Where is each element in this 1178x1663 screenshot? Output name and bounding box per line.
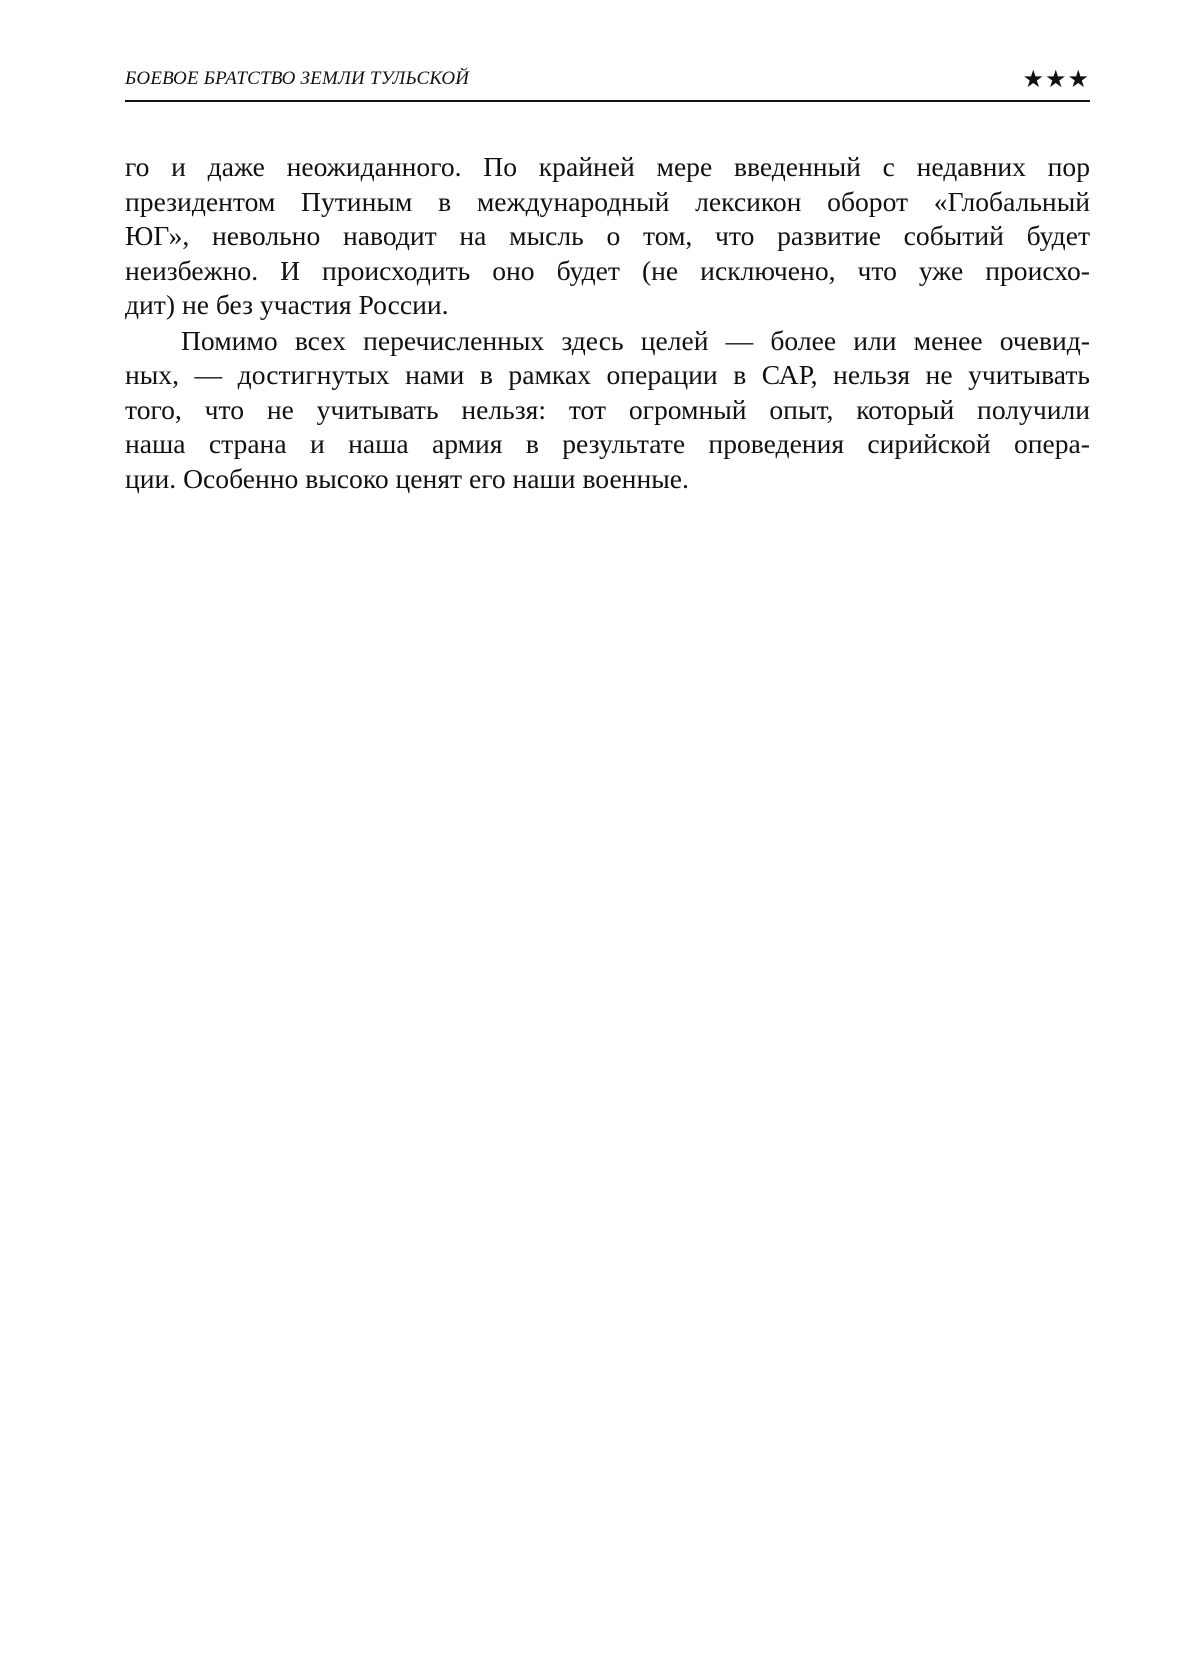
text-line: того, что не учитывать нельзя: тот огромный опыт, который получили (125, 393, 1090, 425)
text-line: наша страна и наша армия в результате проведения сирийской опера- (125, 428, 1090, 459)
text-line: ции. Особенно высоко ценят его наши военные. (125, 462, 689, 494)
body-text (125, 150, 1090, 496)
paragraph-2 (125, 324, 1090, 497)
text-line: го и даже неожиданного. По крайней мере введенный с недавних пор (125, 151, 1090, 182)
text-line: дит) не без участия России. (125, 289, 449, 320)
text-line: президентом Путиным в международный лексикон оборот «Глобальный (125, 185, 1090, 217)
paragraph-1 (125, 150, 1090, 323)
text-line: ЮГ», невольно наводит на мысль о том, что развитие событий будет (125, 220, 1090, 251)
text-line: Помимо всех перечисленных здесь целей — более или менее очевид- (181, 324, 1090, 356)
star-ornament-icon: ★★★ (1022, 65, 1090, 93)
text-line: неизбежно. И происходить оно будет (не исключено, что уже происхо- (125, 254, 1090, 286)
running-title: БОЕВОЕ БРАТСТВО ЗЕМЛИ ТУЛЬСКОЙ (125, 68, 470, 89)
text-line: ных, — достигнутых нами в рамках операции в САР, нельзя не учитывать (125, 359, 1090, 390)
running-header (125, 64, 1090, 102)
